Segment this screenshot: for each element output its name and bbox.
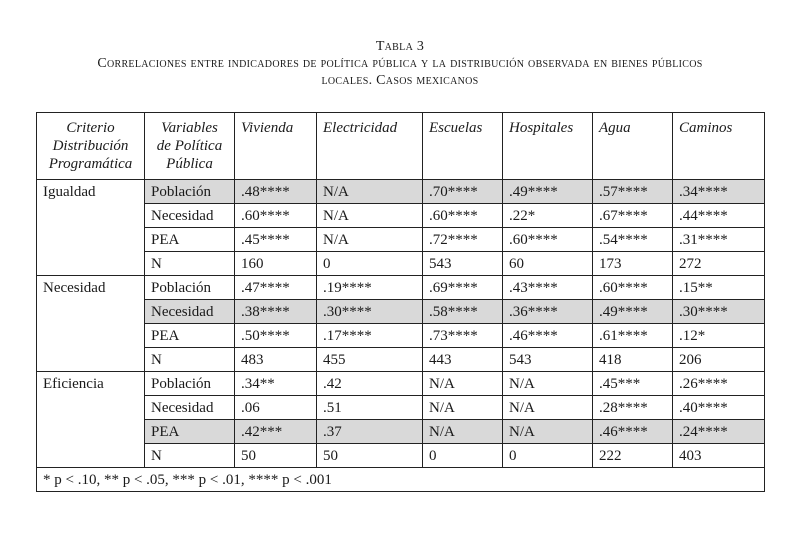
value-cell: 0 — [503, 444, 593, 468]
table-row — [37, 420, 765, 444]
header-escuelas: Escuelas — [423, 113, 503, 180]
value-cell: 483 — [235, 348, 317, 372]
table-caption — [0, 38, 800, 89]
variable-cell: PEA — [145, 228, 235, 252]
value-cell: 60 — [503, 252, 593, 276]
variable-cell: PEA — [145, 324, 235, 348]
value-cell: 543 — [503, 348, 593, 372]
criterion-cell: Necesidad — [37, 276, 145, 300]
value-cell: 543 — [423, 252, 503, 276]
table-row — [37, 300, 765, 324]
value-cell: 206 — [673, 348, 765, 372]
criterion-cell — [37, 252, 145, 276]
table-row — [37, 372, 765, 396]
value-cell: .36**** — [503, 300, 593, 324]
value-cell: .42*** — [235, 420, 317, 444]
value-cell: 418 — [593, 348, 673, 372]
variable-cell: N — [145, 444, 235, 468]
value-cell: N/A — [317, 180, 423, 204]
value-cell: .45*** — [593, 372, 673, 396]
header-hospitales: Hospitales — [503, 113, 593, 180]
value-cell: .30**** — [673, 300, 765, 324]
value-cell: .37 — [317, 420, 423, 444]
value-cell: N/A — [503, 372, 593, 396]
value-cell: .51 — [317, 396, 423, 420]
variable-cell: N — [145, 252, 235, 276]
value-cell: .49**** — [593, 300, 673, 324]
criterion-cell — [37, 420, 145, 444]
value-cell: .28**** — [593, 396, 673, 420]
value-cell: .46**** — [503, 324, 593, 348]
value-cell: .24**** — [673, 420, 765, 444]
criterion-cell: Eficiencia — [37, 372, 145, 396]
table-row — [37, 444, 765, 468]
table-body — [37, 180, 765, 468]
table-label: Tabla 3 — [375, 39, 425, 54]
table-row — [37, 180, 765, 204]
variable-cell: Necesidad — [145, 204, 235, 228]
value-cell: .58**** — [423, 300, 503, 324]
table-footnote: * p < .10, ** p < .05, *** p < .01, **** p < .001 — [37, 468, 765, 492]
value-cell: .38**** — [235, 300, 317, 324]
value-cell: .49**** — [503, 180, 593, 204]
table-title-line-1: Correlaciones entre indicadores de política pública y la distribución observada en bienes públicos — [97, 56, 703, 71]
value-cell: .17**** — [317, 324, 423, 348]
header-vivienda: Vivienda — [235, 113, 317, 180]
value-cell: .73**** — [423, 324, 503, 348]
value-cell: .42 — [317, 372, 423, 396]
value-cell: .12* — [673, 324, 765, 348]
value-cell: .15** — [673, 276, 765, 300]
criterion-cell — [37, 204, 145, 228]
variable-cell: Población — [145, 372, 235, 396]
value-cell: .31**** — [673, 228, 765, 252]
criterion-cell — [37, 396, 145, 420]
value-cell: N/A — [423, 420, 503, 444]
criterion-cell: Igualdad — [37, 180, 145, 204]
footnote-row — [37, 468, 765, 492]
header-criterio: Criterio Distribución Programática — [37, 113, 145, 180]
value-cell: 272 — [673, 252, 765, 276]
value-cell: .57**** — [593, 180, 673, 204]
table-row — [37, 228, 765, 252]
value-cell: .22* — [503, 204, 593, 228]
value-cell: N/A — [423, 372, 503, 396]
value-cell: .72**** — [423, 228, 503, 252]
value-cell: .48**** — [235, 180, 317, 204]
value-cell: .19**** — [317, 276, 423, 300]
criterion-cell — [37, 348, 145, 372]
criterion-cell — [37, 228, 145, 252]
value-cell: .60**** — [593, 276, 673, 300]
value-cell: N/A — [317, 228, 423, 252]
variable-cell: Población — [145, 276, 235, 300]
header-row — [37, 113, 765, 180]
variable-cell: N — [145, 348, 235, 372]
criterion-cell — [37, 300, 145, 324]
value-cell: .54**** — [593, 228, 673, 252]
value-cell: .67**** — [593, 204, 673, 228]
value-cell: N/A — [317, 204, 423, 228]
value-cell: .30**** — [317, 300, 423, 324]
value-cell: 455 — [317, 348, 423, 372]
value-cell: .45**** — [235, 228, 317, 252]
value-cell: .34** — [235, 372, 317, 396]
variable-cell: Población — [145, 180, 235, 204]
value-cell: .26**** — [673, 372, 765, 396]
value-cell: .70**** — [423, 180, 503, 204]
value-cell: .06 — [235, 396, 317, 420]
value-cell: 50 — [235, 444, 317, 468]
value-cell: .61**** — [593, 324, 673, 348]
header-variables: Variables de Política Pública — [145, 113, 235, 180]
value-cell: 403 — [673, 444, 765, 468]
header-caminos: Caminos — [673, 113, 765, 180]
table-row — [37, 396, 765, 420]
value-cell: N/A — [423, 396, 503, 420]
value-cell: 443 — [423, 348, 503, 372]
table-title-line-2: locales. Casos mexicanos — [321, 73, 479, 88]
value-cell: 0 — [423, 444, 503, 468]
value-cell: 173 — [593, 252, 673, 276]
correlation-table — [36, 112, 765, 492]
header-electricidad: Electricidad — [317, 113, 423, 180]
table-row — [37, 252, 765, 276]
value-cell: .60**** — [235, 204, 317, 228]
value-cell: .47**** — [235, 276, 317, 300]
value-cell: .40**** — [673, 396, 765, 420]
variable-cell: Necesidad — [145, 300, 235, 324]
table-row — [37, 204, 765, 228]
value-cell: N/A — [503, 420, 593, 444]
value-cell: .69**** — [423, 276, 503, 300]
table-row — [37, 348, 765, 372]
variable-cell: Necesidad — [145, 396, 235, 420]
value-cell: .44**** — [673, 204, 765, 228]
value-cell: 0 — [317, 252, 423, 276]
header-agua: Agua — [593, 113, 673, 180]
value-cell: 50 — [317, 444, 423, 468]
value-cell: .43**** — [503, 276, 593, 300]
criterion-cell — [37, 444, 145, 468]
value-cell: 160 — [235, 252, 317, 276]
value-cell: N/A — [503, 396, 593, 420]
value-cell: .50**** — [235, 324, 317, 348]
table-row — [37, 276, 765, 300]
value-cell: 222 — [593, 444, 673, 468]
variable-cell: PEA — [145, 420, 235, 444]
value-cell: .60**** — [503, 228, 593, 252]
value-cell: .34**** — [673, 180, 765, 204]
criterion-cell — [37, 324, 145, 348]
value-cell: .46**** — [593, 420, 673, 444]
value-cell: .60**** — [423, 204, 503, 228]
table-row — [37, 324, 765, 348]
